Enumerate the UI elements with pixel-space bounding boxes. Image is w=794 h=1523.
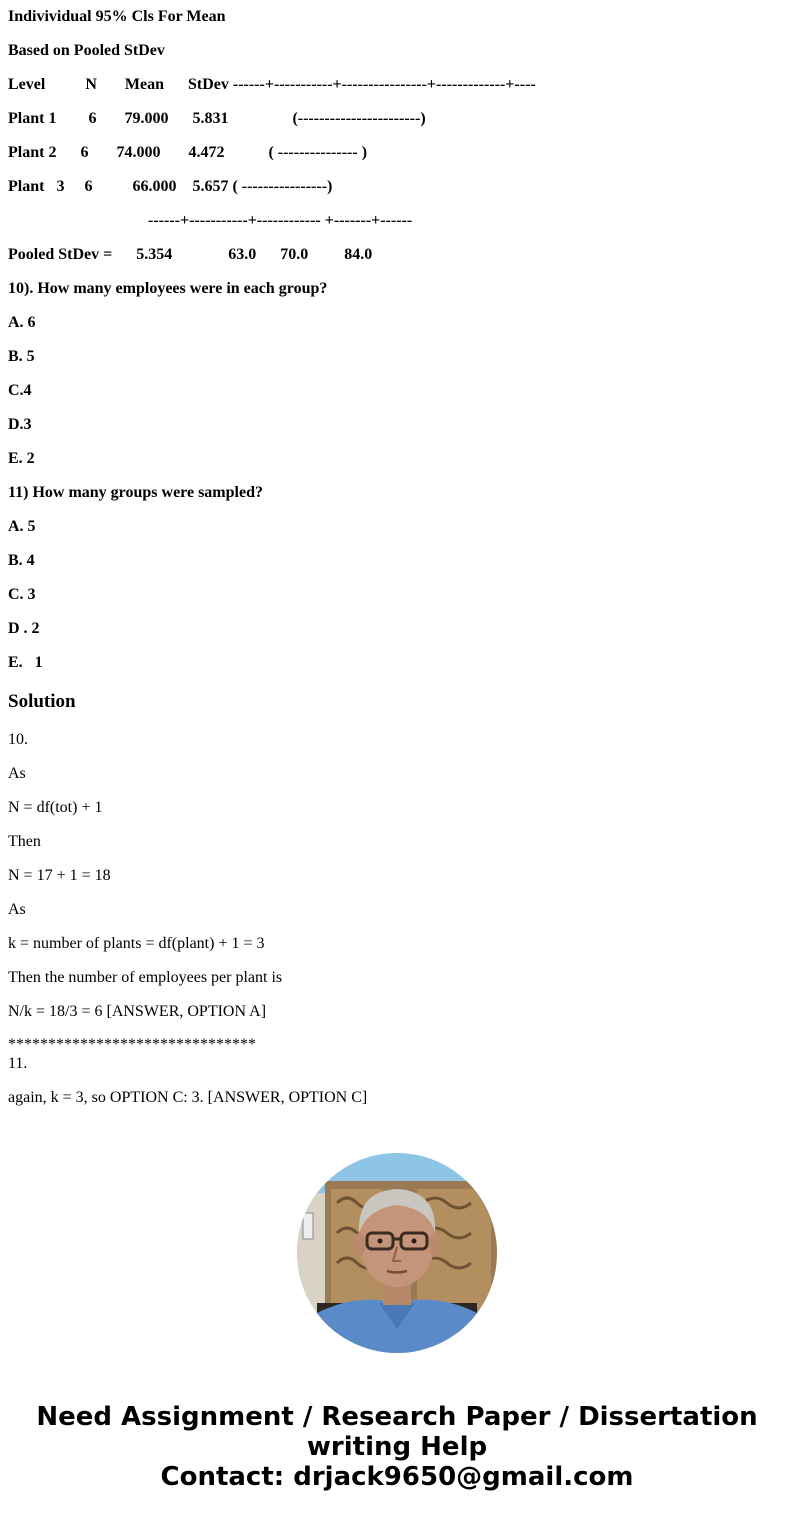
solution-line: As — [8, 901, 26, 918]
solution-line: k = number of plants = df(plant) + 1 = 3 — [8, 935, 265, 952]
question-subtitle: Based on Pooled StDev — [8, 42, 165, 59]
q10-option-e: E. 2 — [8, 450, 35, 467]
table-header-row: Level N Mean StDev ------+-----------+----------------+-------------+---- — [8, 76, 536, 93]
solution-line: As — [8, 765, 26, 782]
solution-answer-11: again, k = 3, so OPTION C: 3. [ANSWER, OPTION C] — [8, 1089, 368, 1106]
question-title: Indivividual 95% Cls For Mean — [8, 8, 226, 25]
q10-option-d: D.3 — [8, 416, 32, 433]
q11-option-e: E. 1 — [8, 654, 43, 671]
table-row-plant-2: Plant 2 6 74.000 4.472 ( --------------- ) — [8, 144, 368, 161]
cta-line-2: writing Help — [306, 1432, 488, 1462]
solution-line: Then — [8, 833, 41, 850]
solution-line: N = df(tot) + 1 — [8, 799, 103, 816]
solution-line: Then the number of employees per plant is — [8, 969, 283, 986]
q10-option-a: A. 6 — [8, 314, 36, 331]
separator: ******************************* — [8, 1036, 256, 1053]
pooled-stdev-row: Pooled StDev = 5.354 63.0 70.0 84.0 — [8, 246, 373, 263]
solution-line: 10. — [8, 731, 28, 748]
q10-option-b: B. 5 — [8, 348, 35, 365]
contact-banner — [0, 1402, 794, 1492]
q11-option-c: C. 3 — [8, 586, 36, 603]
table-axis-row: ------+-----------+------------ +-------+------ — [8, 212, 413, 229]
solution-heading: Solution — [8, 691, 76, 712]
question-10: 10). How many employees were in each group? — [8, 280, 328, 297]
solution-answer-10: N/k = 18/3 = 6 [ANSWER, OPTION A] — [8, 1003, 267, 1020]
question-11: 11) How many groups were sampled? — [8, 484, 263, 501]
cta-line-1: Need Assignment / Research Paper / Dissertation — [36, 1402, 758, 1432]
solution-line: N = 17 + 1 = 18 — [8, 867, 111, 884]
q11-option-b: B. 4 — [8, 552, 35, 569]
q11-option-d: D . 2 — [8, 620, 40, 637]
table-row-plant-1: Plant 1 6 79.000 5.831 (-----------------------) — [8, 110, 426, 127]
table-row-plant-3: Plant 3 6 66.000 5.657 ( ----------------) — [8, 178, 333, 195]
cta-contact-email: Contact: drjack9650@gmail.com — [160, 1462, 634, 1492]
solution-line-11: 11. — [8, 1055, 28, 1072]
person-photo-icon — [297, 1153, 497, 1353]
q10-option-c: C.4 — [8, 382, 32, 399]
q11-option-a: A. 5 — [8, 518, 36, 535]
